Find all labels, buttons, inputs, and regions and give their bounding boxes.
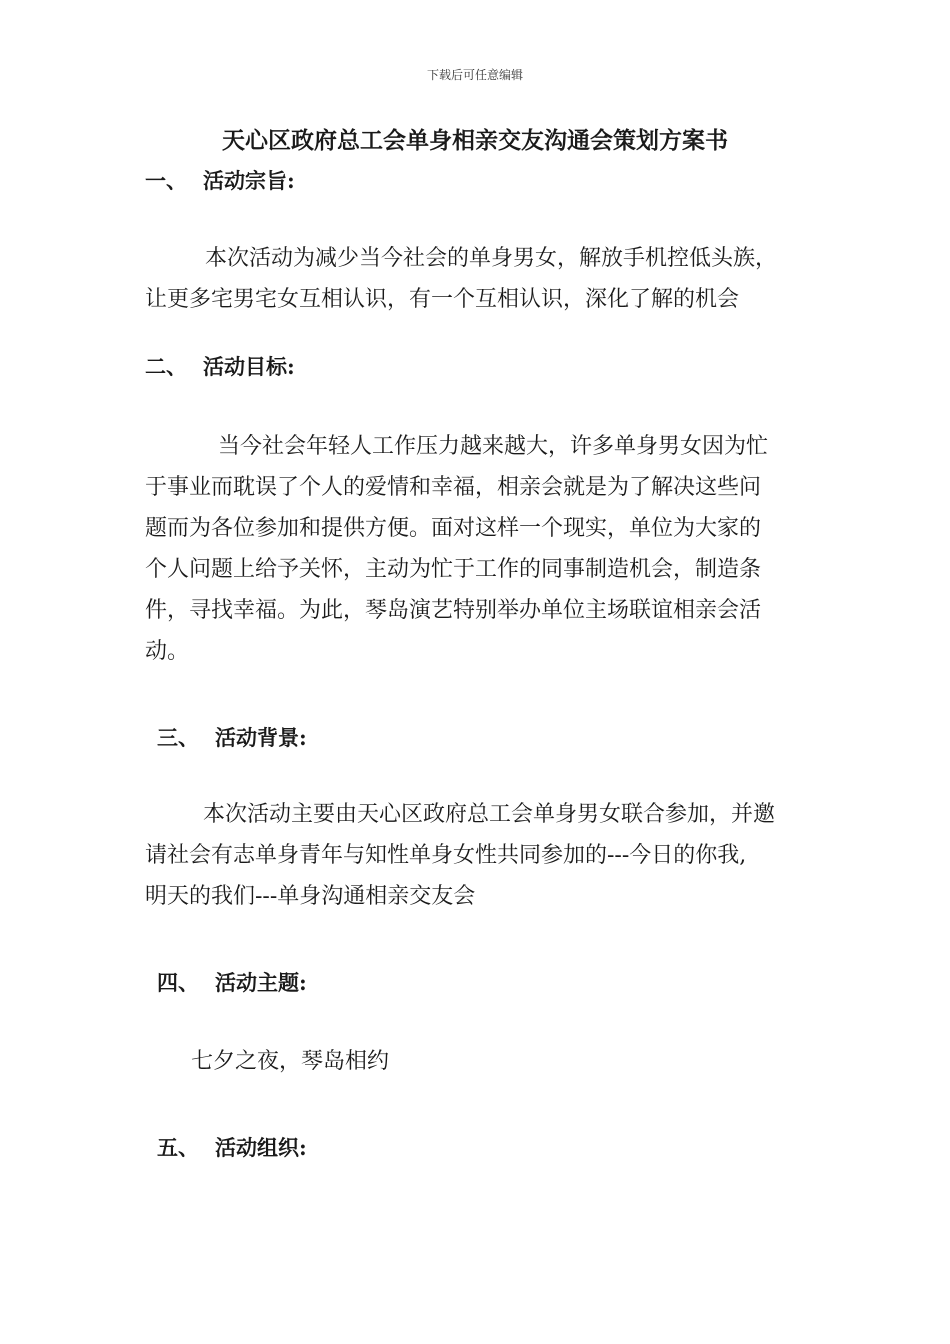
section-heading-5 — [157, 1132, 307, 1162]
section-number: 三、 — [157, 725, 199, 750]
section-body-3 — [145, 794, 810, 917]
paragraph-line: 请社会有志单身青年与知性单身女性共同参加的---今日的你我, — [145, 843, 747, 868]
section-label: 活动背景: — [215, 725, 307, 750]
paragraph-line: 本次活动为减少当今社会的单身男女，解放手机控低头族， — [205, 246, 778, 271]
paragraph-line: 于事业而耽误了个人的爱情和幸福，相亲会就是为了解决这些问 — [145, 475, 762, 500]
section-heading-4 — [157, 967, 307, 997]
section-heading-1 — [145, 165, 295, 195]
section-number: 二、 — [145, 354, 187, 379]
paragraph-line: 个人问题上给予关怀，主动为忙于工作的同事制造机会，制造条 — [145, 557, 762, 582]
paragraph-line: 当今社会年轻人工作压力越来越大，许多单身男女因为忙 — [218, 434, 769, 459]
section-heading-2 — [145, 351, 295, 381]
section-number: 一、 — [145, 168, 187, 193]
paragraph-line: 本次活动主要由天心区政府总工会单身男女联合参加，并邀 — [203, 802, 776, 827]
section-label: 活动宗旨: — [203, 168, 295, 193]
header-note: 下载后可任意编辑 — [426, 68, 523, 82]
paragraph-line: 件，寻找幸福。为此，琴岛演艺特别举办单位主场联谊相亲会活 — [145, 598, 762, 623]
section-heading-3 — [157, 722, 307, 752]
paragraph-line: 动。 — [145, 639, 190, 664]
section-label: 活动主题: — [215, 970, 307, 995]
section-body-2 — [145, 426, 810, 672]
section-body-4 — [145, 1041, 810, 1082]
section-number: 五、 — [157, 1135, 199, 1160]
section-number: 四、 — [157, 970, 199, 995]
section-label: 活动目标: — [203, 354, 295, 379]
paragraph-line: 七夕之夜，琴岛相约 — [191, 1049, 390, 1074]
paragraph-line: 题而为各位参加和提供方便。面对这样一个现实，单位为大家的 — [145, 516, 762, 541]
section-label: 活动组织: — [215, 1135, 307, 1160]
paragraph-line: 让更多宅男宅女互相认识，有一个互相认识，深化了解的机会 — [145, 287, 740, 312]
paragraph-line: 明天的我们---单身沟通相亲交友会 — [145, 884, 476, 909]
section-body-1 — [145, 238, 810, 320]
document-title: 天心区政府总工会单身相亲交友沟通会策划方案书 — [222, 127, 728, 154]
